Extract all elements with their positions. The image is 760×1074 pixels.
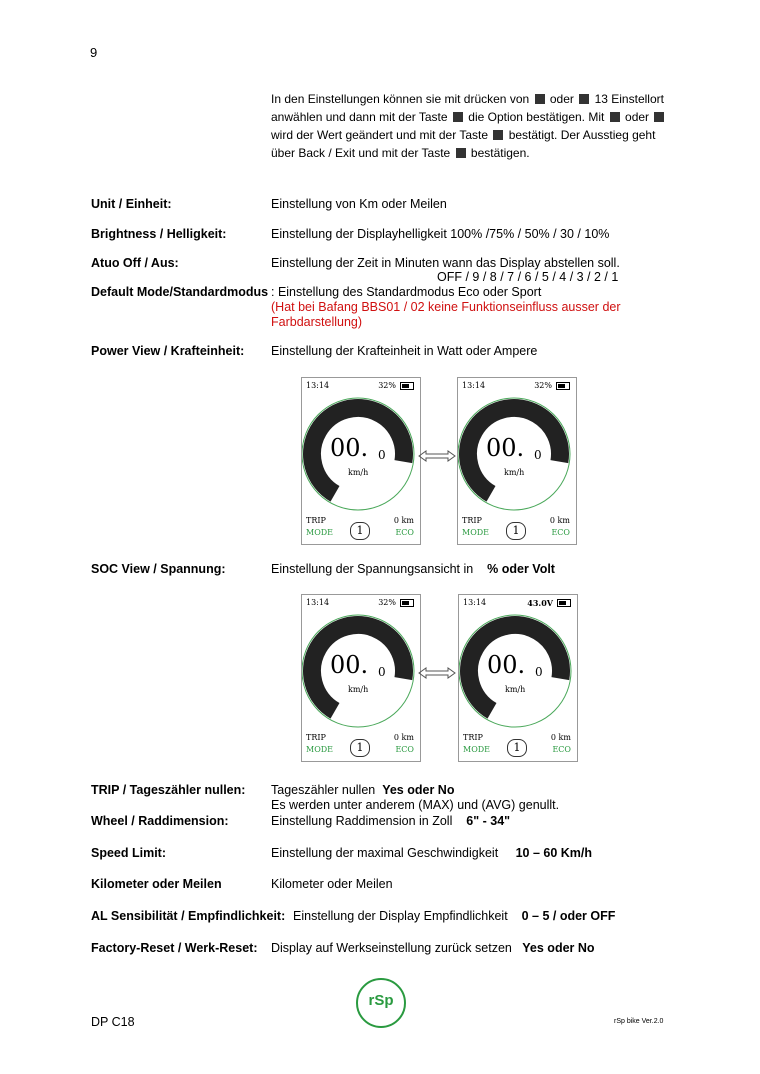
autooff-label: Atuo Off / Aus: [91, 256, 179, 270]
speed-decimal: 0 [378, 665, 386, 679]
battery-icon [400, 382, 414, 390]
display-screen-soc-volt [458, 594, 578, 762]
defaultmode-note: Farbdarstellung) [271, 315, 363, 329]
wheel-value [271, 814, 510, 828]
trip-distance: 0 km [393, 516, 414, 525]
al-options: 0 – 5 / oder OFF [521, 909, 616, 923]
plus-key-icon [535, 94, 545, 104]
speed-unit: km/h [504, 468, 525, 477]
display-screen-soc-percent [301, 594, 421, 762]
intro-text: die Option bestätigen. Mit [468, 110, 605, 124]
battery-icon [556, 382, 570, 390]
unit-label: Unit / Einheit: [91, 197, 172, 211]
brightness-label: Brightness / Helligkeit: [91, 227, 227, 241]
plus-key-icon [610, 112, 620, 122]
trip-distance: 0 km [393, 733, 414, 742]
clock-text: 13:14 [306, 598, 330, 607]
clock-text: 13:14 [306, 381, 330, 390]
double-arrow-icon [418, 667, 456, 679]
clock-text: 13:14 [462, 381, 486, 390]
speed-decimal: 0 [378, 448, 386, 462]
display-screen-power-watt [301, 377, 421, 545]
kilometer-value: Kilometer oder Meilen [271, 877, 393, 891]
assist-level: 1 [350, 522, 370, 540]
double-arrow-icon [418, 450, 456, 462]
factory-reset-text: Display auf Werkseinstellung zurück setzen [271, 941, 512, 955]
intro-text: oder [549, 92, 574, 106]
defaultmode-label: Default Mode/Standardmodus [91, 285, 269, 299]
speed-value: 00. [330, 434, 369, 462]
assist-level: 1 [506, 522, 526, 540]
eco-label: ECO [551, 528, 570, 537]
mode-label: MODE [306, 745, 334, 754]
factory-reset-options: Yes oder No [522, 941, 595, 955]
speed-unit: km/h [505, 685, 526, 694]
footer-model: DP C18 [91, 1015, 135, 1029]
al-text: Einstellung der Display Empfindlichkeit [293, 909, 508, 923]
wheel-text: Einstellung Raddimension in Zoll [271, 814, 453, 828]
page-number: 9 [90, 45, 98, 60]
trip-reset-value [271, 783, 454, 797]
trip-label: TRIP [463, 733, 483, 742]
speedlimit-options: 10 – 60 Km/h [515, 846, 592, 860]
battery-icon [400, 599, 414, 607]
defaultmode-note: (Hat bei Bafang BBS01 / 02 keine Funktionseinfluss ausser der [271, 300, 621, 314]
eco-label: ECO [395, 528, 414, 537]
info-key-icon [493, 130, 503, 140]
socview-text: Einstellung der Spannungsansicht in [271, 562, 474, 576]
rsp-logo [356, 978, 406, 1028]
battery-voltage: 43.0V [527, 598, 553, 608]
powerview-value: Einstellung der Krafteinheit in Watt oder Ampere [271, 344, 538, 358]
trip-reset-options: Yes oder No [382, 783, 455, 797]
speedlimit-label: Speed Limit: [91, 846, 167, 860]
trip-distance: 0 km [549, 516, 570, 525]
info-key-icon [456, 148, 466, 158]
eco-label: ECO [552, 745, 571, 754]
battery-icon [557, 599, 571, 607]
speedlimit-value [271, 846, 592, 860]
speedlimit-text: Einstellung der maximal Geschwindigkeit [271, 846, 499, 860]
al-value [293, 909, 615, 923]
logo-text: rSp [368, 992, 394, 1009]
intro-text: In den Einstellungen können sie mit drücken von [271, 92, 530, 106]
brightness-value: Einstellung der Displayhelligkeit 100% /75% / 50% / 30 / 10% [271, 227, 610, 241]
factory-reset-label: Factory-Reset / Werk-Reset: [91, 941, 258, 955]
display-screen-power-ampere [457, 377, 577, 545]
trip-label: TRIP [306, 733, 326, 742]
speed-value: 00. [487, 651, 526, 679]
eco-label: ECO [395, 745, 414, 754]
socview-options: % oder Volt [487, 562, 555, 576]
intro-text: wird der Wert geändert und mit der Taste [271, 128, 488, 142]
trip-reset-note: Es werden unter anderem (MAX) und (AVG) genullt. [271, 798, 560, 812]
intro-text: oder [625, 110, 650, 124]
footer-version: rSp bike Ver.2.0 [614, 1018, 664, 1025]
mode-label: MODE [463, 745, 491, 754]
unit-value: Einstellung von Km oder Meilen [271, 197, 447, 211]
wheel-label: Wheel / Raddimension: [91, 814, 229, 828]
wheel-options: 6" - 34" [466, 814, 511, 828]
battery-percent: 32% [378, 598, 396, 607]
defaultmode-value: : Einstellung des Standardmodus Eco oder Sport [271, 285, 542, 299]
kilometer-label: Kilometer oder Meilen [91, 877, 222, 891]
intro-text: bestätigt. Der Ausstieg geht über Back / Exit und mit der Taste [271, 128, 656, 160]
mode-label: MODE [462, 528, 490, 537]
minus-key-icon [654, 112, 664, 122]
speed-unit: km/h [348, 468, 369, 477]
speed-value: 00. [486, 434, 525, 462]
autooff-options: OFF / 9 / 8 / 7 / 6 / 5 / 4 / 3 / 2 / 1 [437, 270, 619, 284]
speed-unit: km/h [348, 685, 369, 694]
speed-decimal: 0 [535, 665, 543, 679]
trip-reset-label: TRIP / Tageszähler nullen: [91, 783, 246, 797]
trip-label: TRIP [462, 516, 482, 525]
trip-label: TRIP [306, 516, 326, 525]
intro-text: bestätigen. [470, 146, 530, 160]
intro-paragraph [271, 90, 681, 162]
speed-decimal: 0 [534, 448, 542, 462]
minus-key-icon [579, 94, 589, 104]
info-key-icon [453, 112, 463, 122]
powerview-label: Power View / Krafteinheit: [91, 344, 245, 358]
factory-reset-value [271, 941, 595, 955]
autooff-value: Einstellung der Zeit in Minuten wann das Display abstellen soll. [271, 256, 620, 270]
intro-text: 13 Einstellort anwählen und dann mit der Taste [271, 92, 664, 124]
speed-value: 00. [330, 651, 369, 679]
al-label: AL Sensibilität / Empfindlichkeit: [91, 909, 286, 923]
trip-distance: 0 km [550, 733, 571, 742]
battery-percent: 32% [378, 381, 396, 390]
battery-percent: 32% [534, 381, 552, 390]
socview-label: SOC View / Spannung: [91, 562, 226, 576]
trip-reset-text: Tageszähler nullen [271, 783, 376, 797]
assist-level: 1 [507, 739, 527, 757]
socview-value [271, 562, 555, 576]
mode-label: MODE [306, 528, 334, 537]
assist-level: 1 [350, 739, 370, 757]
clock-text: 13:14 [463, 598, 487, 607]
